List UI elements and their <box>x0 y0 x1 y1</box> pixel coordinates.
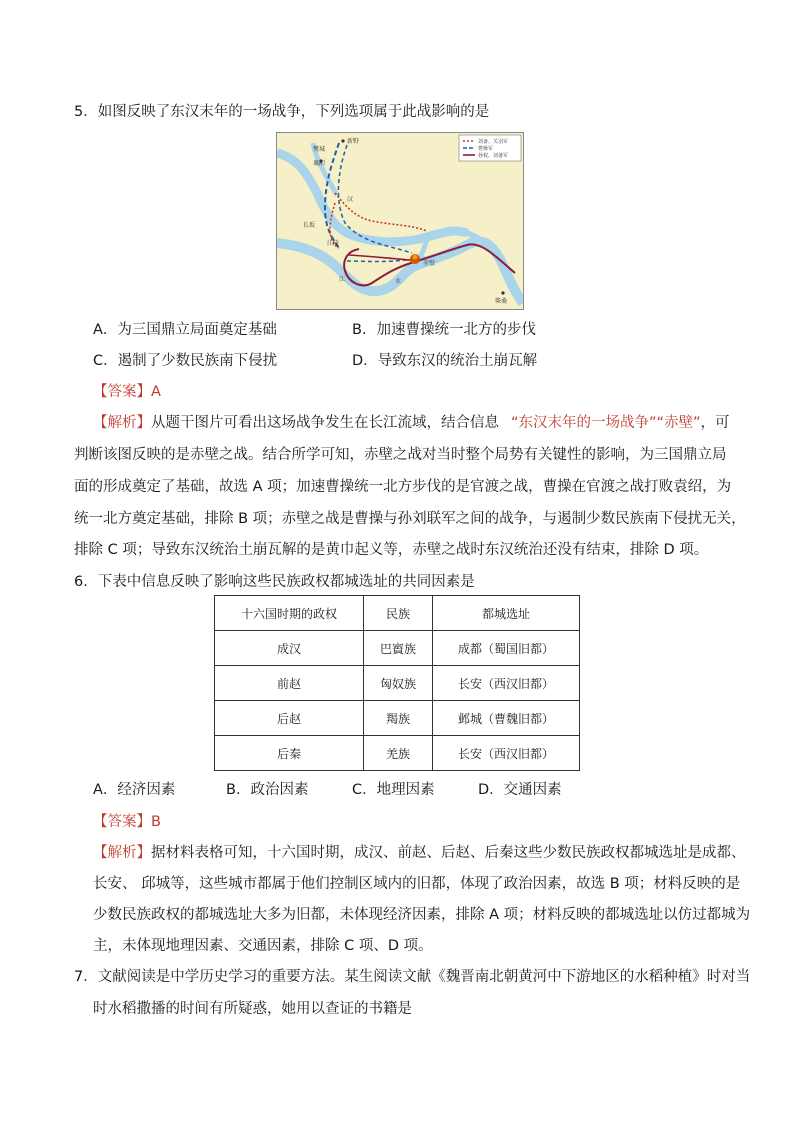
q5-answer-value: A <box>151 384 161 400</box>
river-label-0: 汉 <box>347 196 354 203</box>
q5-analysis-line-3: 面的形成奠定了基础，故选 A 项；加速曹操统一北方步伐的是官渡之战，曹操在官渡之战打败袁绍，为 <box>74 479 732 495</box>
table-cell: 长安（西汉旧都） <box>433 736 580 771</box>
q6-analysis-line-3: 少数民族政权的都城选址大多为旧都，未体现经济因素，排除 A 项；材料反映的都城选址以仿过都城为 <box>93 907 751 923</box>
legend-label-1: 曹操军 <box>478 146 494 152</box>
table-header: 民族 <box>364 596 433 631</box>
q6-analysis-line-4: 主，未体现地理因素、交通因素，排除 C 项、D 项。 <box>93 938 433 954</box>
river-label-1: 江 <box>339 276 346 283</box>
q6-stem: 6．下表中信息反映了影响这些民族政权都城选址的共同因素是 <box>74 574 475 590</box>
table-cell: 羌族 <box>364 736 433 771</box>
regimes-table <box>214 595 580 771</box>
chibi-battle-map <box>276 132 524 310</box>
q6-option-d: D．交通因素 <box>478 782 562 798</box>
table-row <box>215 736 580 771</box>
q5-analysis-text-1a: 从题干图片可看出这场战争发生在长江流域，结合信息 <box>151 415 499 431</box>
q5-option-d: D．导致东汉的统治土崩瓦解 <box>352 353 538 369</box>
place-label-1: 樊城 <box>313 146 326 153</box>
table-row <box>215 666 580 701</box>
q6-analysis-line-1 <box>93 843 746 863</box>
q7-stem-line-1: 7．文献阅读是中学历史学习的重要方法。某生阅读文献《魏晋南北朝黄河中下游地区的水稻种植》时对当 <box>74 969 751 985</box>
place-label-3: 长坂 <box>303 222 316 229</box>
q6-answer-tag: 【答案】 <box>93 814 151 830</box>
table-cell: 后赵 <box>215 701 364 736</box>
table-cell: 邺城（曹魏旧都） <box>433 701 580 736</box>
map-figure <box>277 133 523 309</box>
q5-option-c: C．遏制了少数民族南下侵扰 <box>93 353 278 369</box>
q5-analysis-text-1b: ，可 <box>700 415 730 431</box>
table-row <box>215 631 580 666</box>
table-cell: 巴賨族 <box>364 631 433 666</box>
legend-label-2: 孙权、刘备军 <box>478 153 509 159</box>
table-cell: 前赵 <box>215 666 364 701</box>
q6-option-c: C．地理因素 <box>352 782 435 798</box>
q5-option-b: B．加速曹操统一北方的步伐 <box>352 322 536 338</box>
q7-stem-line-2: 时水稻撒播的时间有所疑惑，她用以查证的书籍是 <box>93 1001 412 1017</box>
q5-analysis-quote: “东汉末年的一场战争”“赤壁” <box>511 415 701 431</box>
river-label-2: 水 <box>395 278 402 285</box>
table-cell: 羯族 <box>364 701 433 736</box>
table-cell: 后秦 <box>215 736 364 771</box>
table-cell: 长安（西汉旧都） <box>433 666 580 701</box>
table-row <box>215 701 580 736</box>
table-cell: 匈奴族 <box>364 666 433 701</box>
table-header-row <box>215 596 580 631</box>
table-cell: 成汉 <box>215 631 364 666</box>
q5-analysis-line-1 <box>93 413 730 433</box>
q6-option-a: A．经济因素 <box>93 782 176 798</box>
q5-answer-tag: 【答案】 <box>93 384 151 400</box>
q6-answer-value: B <box>151 814 161 830</box>
table-cell: 成都（蜀国旧都） <box>433 631 580 666</box>
q6-answer <box>93 812 161 832</box>
q5-stem: 5．如图反映了东汉末年的一场战争，下列选项属于此战影响的是 <box>74 104 490 120</box>
place-label-0: 新野 <box>347 138 360 145</box>
legend-label-0: 刘备、关羽军 <box>478 139 509 145</box>
q5-analysis-line-2: 判断该图反映的是赤壁之战。结合所学可知，赤壁之战对当时整个局势有关键性的影响，为三国鼎立局 <box>74 447 727 463</box>
table-header: 十六国时期的政权 <box>215 596 364 631</box>
q6-analysis-line-2: 长安、 邱城等，这些城市都属于他们控制区域内的旧都，体现了政治因素，故选 B 项；材料反映的是 <box>93 876 741 892</box>
place-label-5: 赤壁 <box>423 260 436 267</box>
q5-analysis-line-4: 统一北方奠定基础，排除 B 项；赤壁之战是曹操与孙刘联军之间的战争，与遏制少数民族南下侵扰无关， <box>74 511 746 527</box>
q5-analysis-line-5: 排除 C 项；导致东汉统治土崩瓦解的是黄巾起义等，赤壁之战时东汉统治还没有结束，排除 D 项。 <box>74 542 709 558</box>
q5-option-a: A．为三国鼎立局面奠定基础 <box>93 322 277 338</box>
q5-answer <box>93 382 161 402</box>
q6-analysis-tag: 【解析】 <box>93 845 151 861</box>
table-header: 都城选址 <box>433 596 580 631</box>
place-label-2: 襄阳 <box>313 160 326 167</box>
place-label-6: 柴桑 <box>495 298 508 305</box>
q5-analysis-tag: 【解析】 <box>93 415 151 431</box>
place-label-4: 江陵 <box>327 240 340 247</box>
q6-option-b: B．政治因素 <box>226 782 309 798</box>
q6-analysis-text-1: 据材料表格可知，十六国时期，成汉、前赵、后赵、后秦这些少数民族政权都城选址是成都、 <box>151 845 746 861</box>
